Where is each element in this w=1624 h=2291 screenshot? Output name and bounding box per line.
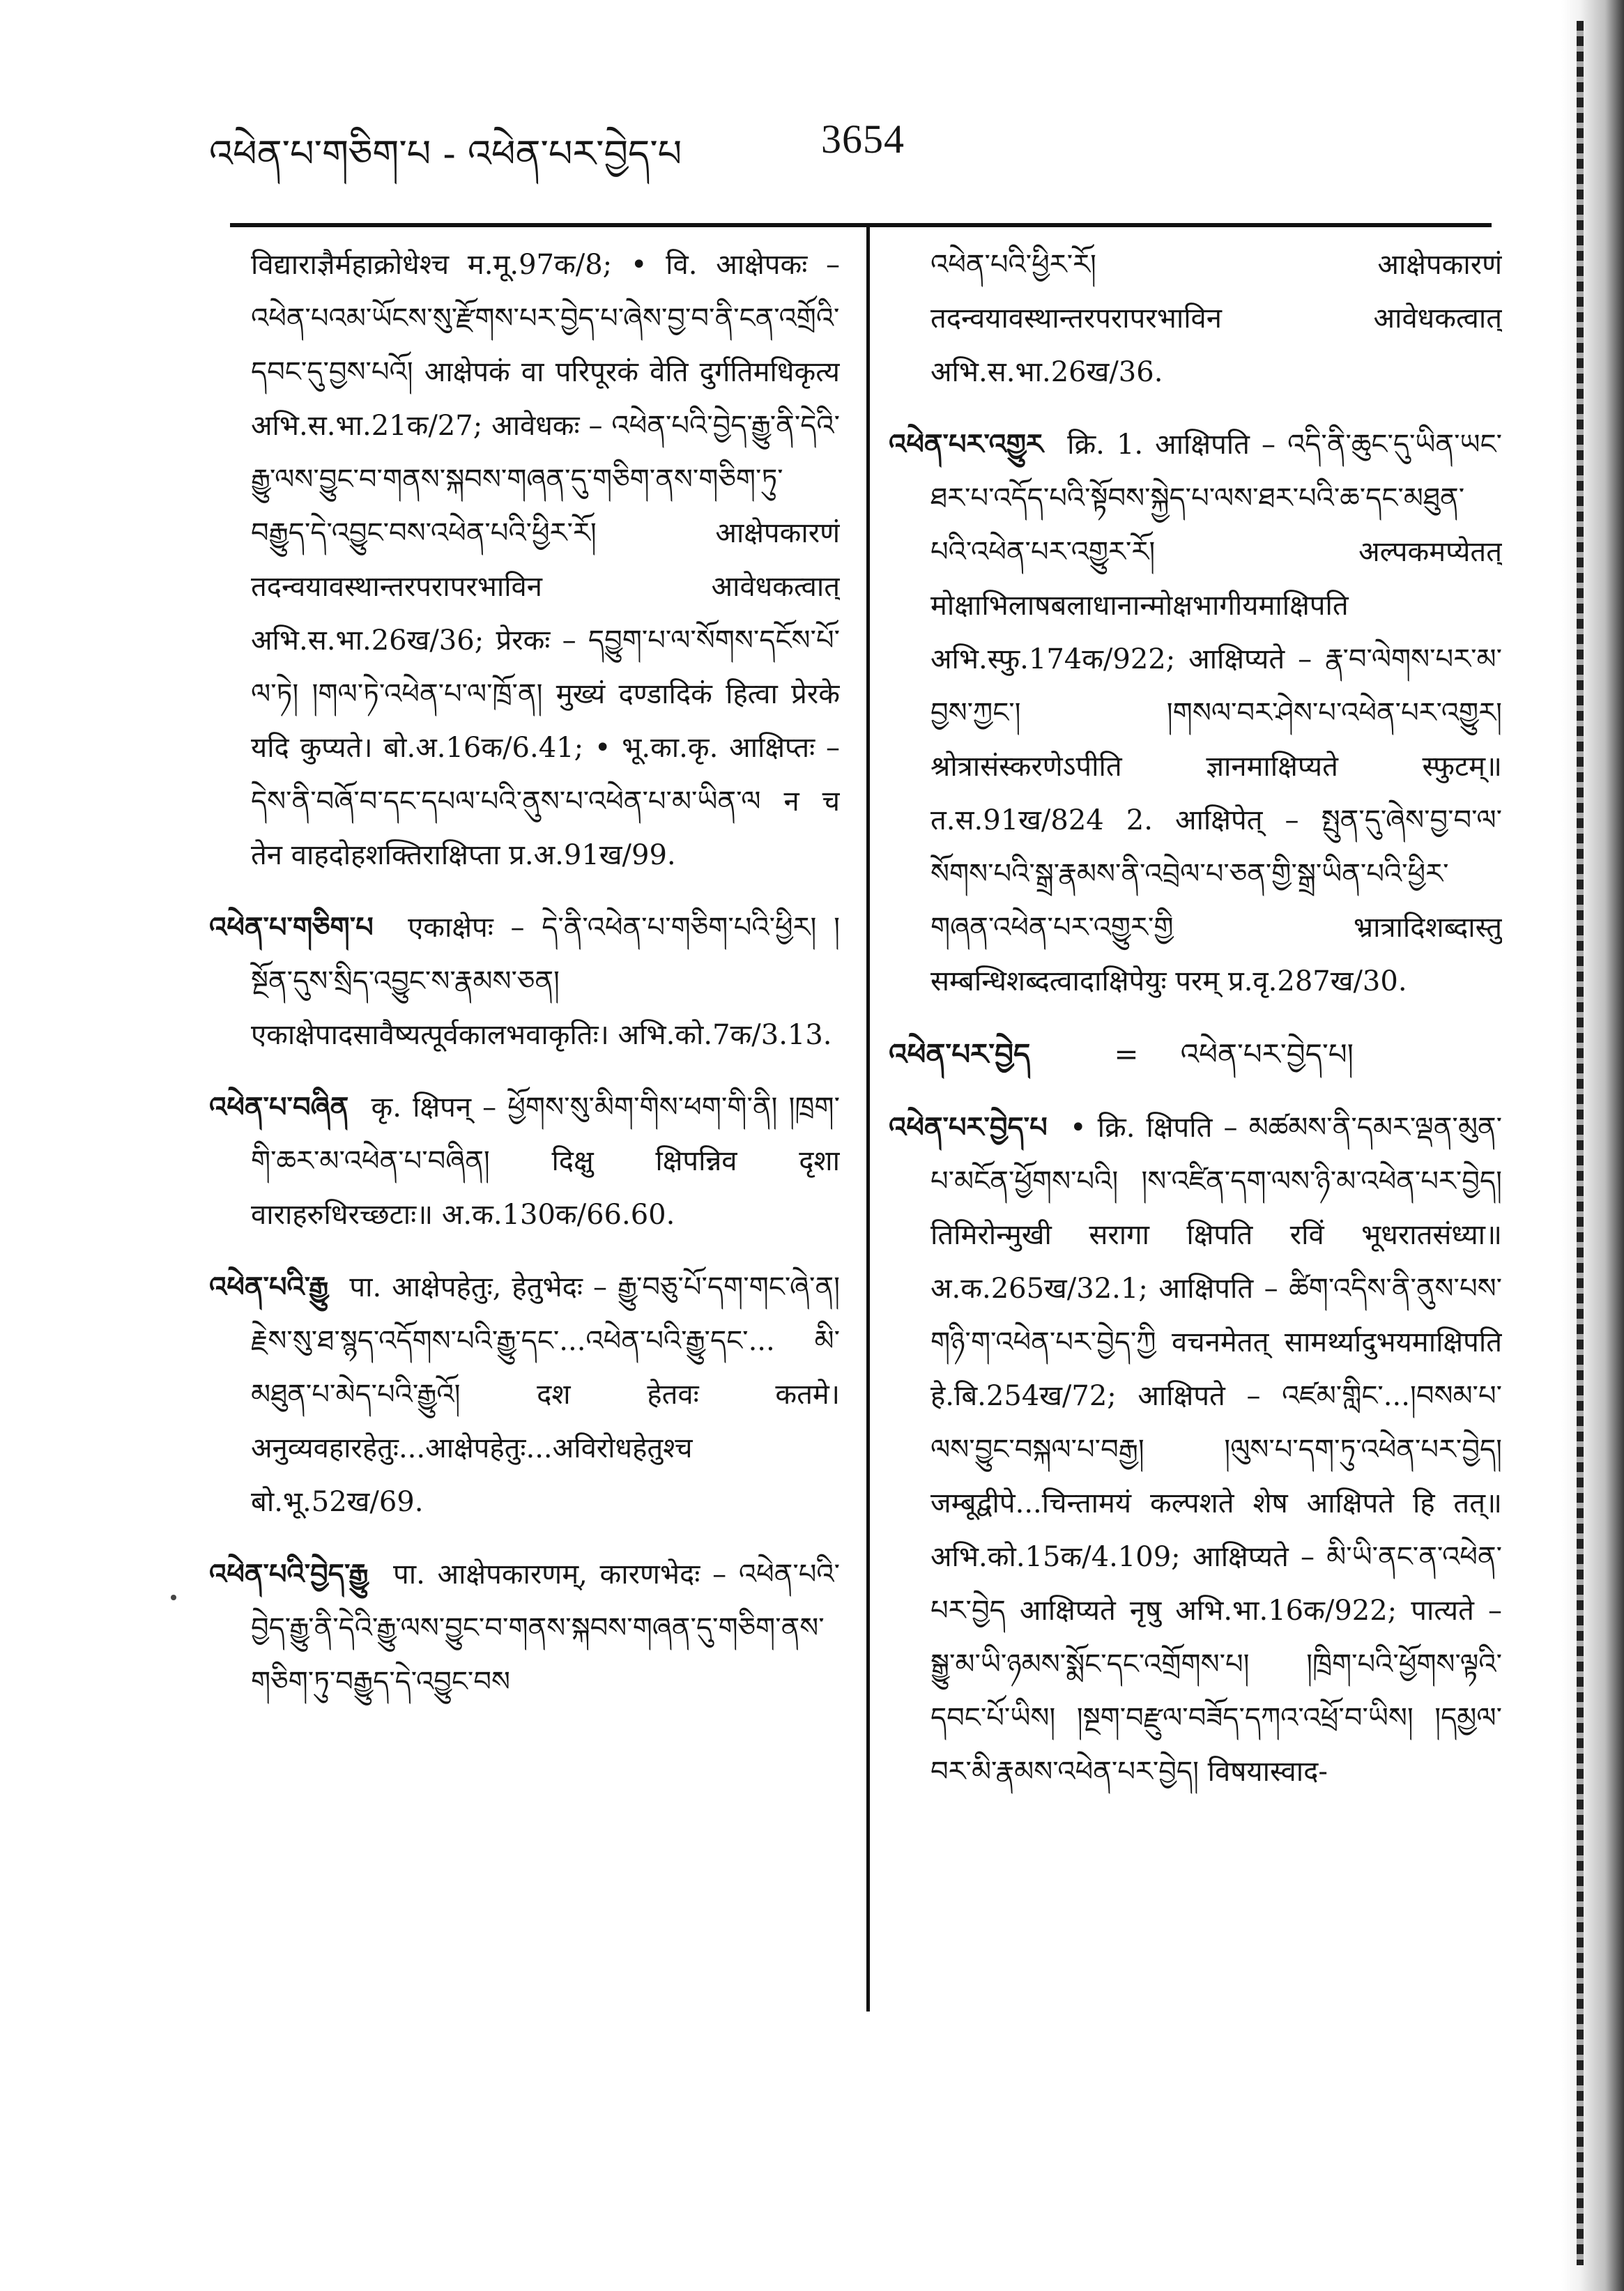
- dictionary-entry: [209, 1260, 840, 1529]
- column-divider: [866, 227, 870, 2012]
- entry-text: पा. आक्षेपकारणम्, कारणभेदः – འཕེན་པའི་བྱེད་རྒྱུ་ནི་དེའི་རྒྱུ་ལས་བྱུང་བ་གནས་སྐབས་གཞན་དུ་གཅིག་ནས་གཅིག་ཏུ་བརྒྱུད་དེ་འབྱུང་བས: [251, 1558, 840, 1698]
- dictionary-entry: [209, 1547, 840, 1709]
- entry-text: विद्याराज्ञैर्महाक्रोधेश्च म.मू.97क/8; • वि. आक्षेपकः – འཕེན་པའམ་ཡོངས་སུ་རྫོགས་པར་བྱེད་པ་ཞེས་བྱ་བ་ནི་ངན་འགྲོའི་དབང་དུ་བྱས་པའོ། आक्षेपकं वा परिपूरकं वेति दुर्गतिमधिकृत्य अभि.स.भा.21क/27; आवेधकः – འཕེན་པའི་བྱེད་རྒྱུ་ནི་དེའི་རྒྱུ་ལས་བྱུང་བ་གནས་སྐབས་གཞན་དུ་གཅིག་ནས་གཅིག་ཏུ་བརྒྱུད་དེ་འབྱུང་བས་འཕེན་པའི་ཕྱིར་རོ། आक्षेपकारणं तदन्वयावस्थान्तरपरापरभाविन आवेधकत्वात् अभि.स.भा.26ख/36; प्रेरकः – དབྱུག་པ་ལ་སོགས་དངོས་པོ་ལ་ཏེ། །གལ་ཏེ་འཕེན་པ་ལ་ཁྲོ་ན། मुख्यं दण्डादिकं हित्वा प्रेरके यदि कुप्यते। बो.अ.16क/6.41; • भू.का.कृ. आक्षिप्तः – དེས་ནི་བཞོ་བ་དང་དཔལ་པའི་ནུས་པ་འཕེན་པ་མ་ཡིན་ལ न च तेन वाहदोहशक्तिराक्षिप्ता प्र.अ.91ख/99.: [251, 249, 840, 871]
- entry-headword: འཕེན་པར་བྱེད་པ: [889, 1111, 1048, 1144]
- entry-text: कृ. क्षिपन् – ཕྱོགས་སུ་མིག་གིས་ཕག་གི་ནི། །ཁྲག་གི་ཆར་མ་འཕེན་པ་བཞིན། दिक्षु क्षिपन्निव दृशा वाराहरुधिरच्छटाः॥ अ.क.130क/66.60.: [251, 1091, 840, 1231]
- dictionary-entry: [889, 417, 1502, 1009]
- entry-continuation: [209, 238, 840, 882]
- entry-headword: འཕེན་པའི་རྒྱུ: [209, 1271, 329, 1303]
- entry-headword: འཕེན་པའི་བྱེད་རྒྱུ: [209, 1558, 369, 1591]
- running-head: འཕེན་པ་གཅིག་པ - འཕེན་པར་བྱེད་པ: [209, 132, 682, 176]
- entry-text: पा. आक्षेपहेतुः, हेतुभेदः – རྒྱུ་བཅུ་པོ་དག་གང་ཞེ་ན། རྗེས་སུ་ཐ་སྙད་འདོགས་པའི་རྒྱུ་དང་...འཕེན་པའི་རྒྱུ་དང་... མི་མཐུན་པ་མེད་པའི་རྒྱུའོ། दश हेतवः कतमे। अनुव्यवहारहेतुः...आक्षेपहेतुः...अविरोधहेतुश्च बो.भू.52ख/69.: [251, 1271, 840, 1518]
- entry-headword: འཕེན་པ་བཞིན: [209, 1091, 349, 1124]
- header-rule: [230, 223, 1492, 227]
- entry-text: • क्रि. क्षिपति – མཚམས་ནི་དམར་ལྡན་མུན་པ་མངོན་ཕྱོགས་པའི། །ས་འཛིན་དག་ལས་ཉི་མ་འཕེན་པར་བྱེད། तिमिरोन्मुखी सरागा क्षिपति रविं भूधरातसंध्या॥ अ.क.265ख/32.1; आक्षिपति – ཚིག་འདིས་ནི་ནུས་པས་གཉི་ག་འཕེན་པར་བྱེད་ཀྱི वचनमेतत् सामर्थ्यादुभयमाक्षिपति हे.बि.254ख/72; आक्षिपते – འཛམ་གླིང་...།བསམ་པ་ལས་བྱུང་བསྐལ་པ་བརྒྱ། །ལུས་པ་དག་ཏུ་འཕེན་པར་བྱེད། जम्बूद्वीपे...चिन्तामयं कल्पशते शेष आक्षिपते हि तत्॥ अभि.को.15क/4.109; आक्षिप्यते – མི་ཡི་ནང་ན་འཕེན་པར་བྱེད आक्षिप्यते नृषु अभि.भा.16क/922; पात्यते – སྒྱུ་མ་ཡི་ཉམས་སྨོང་དང་འགྲོགས་པ། །ཁྲིག་པའི་ཕྱོགས་ལྟའི་དབང་པོ་ཡིས། །སྔག་བརྫུལ་བཟོད་དཀའ་འཕྲོ་བ་ཡིས། །དམྱལ་བར་མི་རྣམས་འཕེན་པར་བྱེད། विषयास्वाद-: [930, 1112, 1502, 1788]
- dictionary-entry: [209, 901, 840, 1062]
- cross-reference-target: འཕེན་པར་བྱེད་པ།: [1180, 1037, 1354, 1071]
- entry-text: འཕེན་པའི་ཕྱིར་རོ། आक्षेपकारणं तदन्वयावस्थान्तरपरापरभाविन आवेधकत्वात् अभि.स.भा.26ख/36.: [930, 249, 1502, 388]
- entry-headword: འཕེན་པར་བྱེད: [889, 1037, 1031, 1071]
- entry-text: एकाक्षेपः – དེ་ནི་འཕེན་པ་གཅིག་པའི་ཕྱིར། །སྔོན་དུས་སྲིད་འབྱུང་ས་རྣམས་ཅན། एकाक्षेपादसावैष्यत्पूर्वकालभवाकृतिः। अभि.को.7क/3.13.: [251, 912, 840, 1051]
- entry-continuation: [889, 238, 1502, 399]
- equals-sign: =: [1114, 1037, 1139, 1071]
- dictionary-entry: [209, 1080, 840, 1242]
- margin-mark: [171, 1595, 176, 1600]
- left-column: [209, 238, 840, 2044]
- scan-edge-shadow: [1561, 0, 1624, 2291]
- entry-headword: འཕེན་པ་གཅིག་པ: [209, 911, 374, 944]
- cross-reference-entry: [889, 1027, 1502, 1082]
- entry-text: क्रि. 1. आक्षिपति – འདི་ནི་ཆུང་དུ་ཡིན་ཡང་ཐར་པ་འདོད་པའི་སྟོབས་སྐྱེད་པ་ལས་ཐར་པའི་ཆ་དང་མཐུན་པའི་འཕེན་པར་འགྱུར་རོ། अल्पकमप्येतत् मोक्षाभिलाषबलाधानान्मोक्षभागीयमाक्षिपति अभि.स्फु.174क/922; आक्षिप्यते – རྣ་བ་ལེགས་པར་མ་བྱས་ཀྱང་། །གསལ་བར་ཤེས་པ་འཕེན་པར་འགྱུར། श्रोत्रासंस्करणेऽपीति ज्ञानमाक्षिप्यते स्फुटम्॥ त.स.91ख/824 2. आक्षिपेत् – སྤུན་དུ་ཞེས་བྱ་བ་ལ་སོགས་པའི་སྒྲ་རྣམས་ནི་འབྲེལ་པ་ཅན་གྱི་སྒྲ་ཡིན་པའི་ཕྱིར་གཞན་འཕེན་པར་འགྱུར་གྱི भ्रात्रादिशब्दास्तु सम्बन्धिशब्दत्वादाक्षिपेयुः परम् प्र.वृ.287ख/30.: [930, 429, 1502, 997]
- entry-headword: འཕེན་པར་འགྱུར: [889, 428, 1043, 461]
- right-column: [889, 238, 1502, 2044]
- scan-edge-noise: [1577, 21, 1584, 2265]
- page-number: 3654: [821, 116, 905, 162]
- dictionary-entry: [889, 1101, 1502, 1799]
